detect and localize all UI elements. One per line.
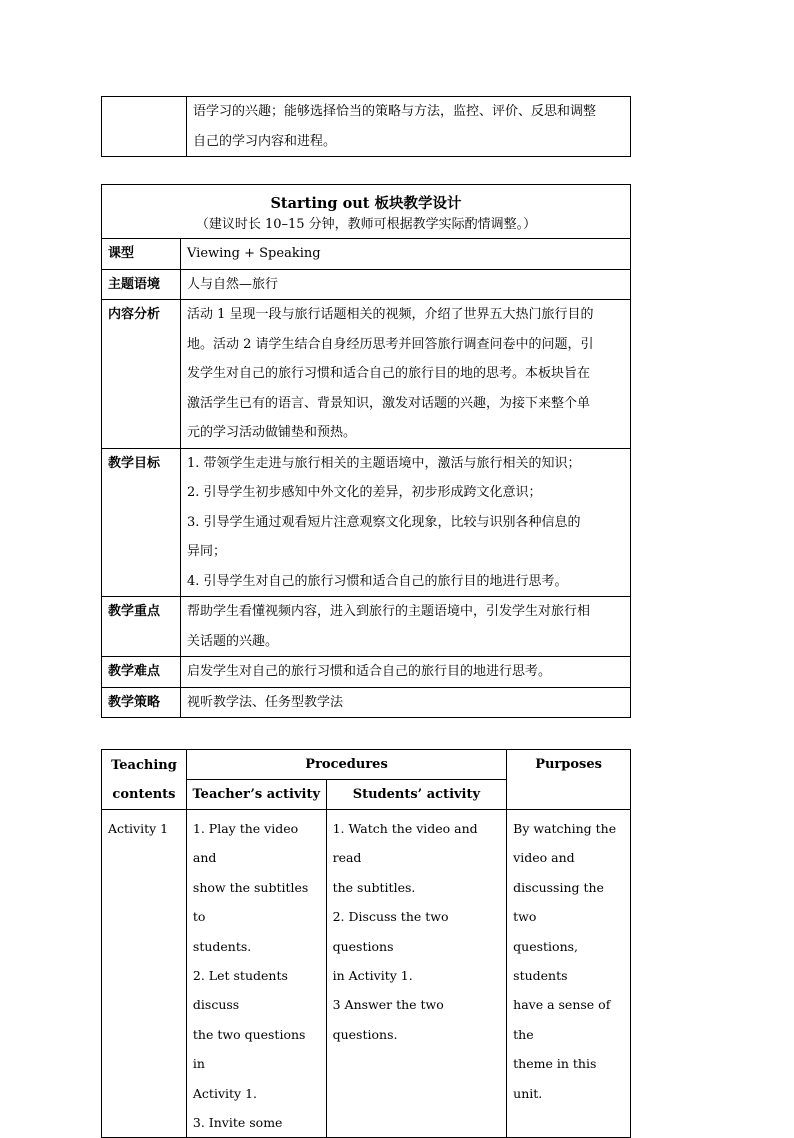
- activity-row: [102, 810, 631, 1138]
- row-label: 内容分析: [108, 307, 161, 322]
- teacher-activity-cell: 1. Play the video and show the subtitles to students. 2. Let students discuss the two questions in Activity 1. 3. Invite some: [186, 810, 326, 1138]
- header-teaching-contents: Teaching contents: [102, 750, 187, 810]
- row-text: 启发学生对自己的旅行习惯和适合自己的旅行目的地进行思考。: [187, 664, 552, 679]
- row-label: 教学重点: [108, 604, 161, 619]
- procedures-table: [101, 749, 631, 1138]
- continuation-text-cell: [187, 97, 631, 157]
- row-text: 发学生对自己的旅行习惯和适合自己的旅行目的地的思考。本板块旨在: [187, 366, 591, 381]
- lesson-design-table: [101, 184, 631, 718]
- row-label: 教学难点: [108, 664, 161, 679]
- row-text: 1. 带领学生走进与旅行相关的主题语境中，激活与旅行相关的知识；: [187, 455, 581, 471]
- row-text: 元的学习活动做铺垫和预热。: [187, 425, 357, 440]
- row-text: 人与自然—旅行: [187, 276, 279, 292]
- row-theme-context: [102, 269, 631, 300]
- row-text: 激活学生已有的语言、背景知识，激发对话题的兴趣，为接下来整个单: [187, 395, 591, 411]
- design-title-cell: [102, 185, 631, 239]
- row-text: 活动 1 呈现一段与旅行话题相关的视频，介绍了世界五大热门旅行目的: [187, 307, 594, 322]
- row-key-points: [102, 597, 631, 657]
- design-title-row: [102, 185, 631, 239]
- row-text: 2. 引导学生初步感知中外文化的差异，初步形成跨文化意识；: [187, 485, 542, 500]
- text-line: 语学习的兴趣；能够选择恰当的策略与方法，监控、评价、反思和调整: [193, 104, 597, 119]
- row-text: 关话题的兴趣。: [187, 633, 279, 649]
- continuation-row: [102, 97, 631, 157]
- row-text: 4. 引导学生对自己的旅行习惯和适合自己的旅行目的地进行思考。: [187, 573, 568, 589]
- row-text: Viewing + Speaking: [187, 246, 321, 261]
- row-label: 课型: [108, 246, 135, 261]
- students-activity-cell: 1. Watch the video and read the subtitles. 2. Discuss the two questions in Activity 1. 3 Answer the two questions.: [326, 810, 507, 1138]
- row-teaching-objectives: [102, 448, 631, 597]
- header-students-activity: Students’ activity: [326, 780, 507, 810]
- row-lesson-type: [102, 239, 631, 270]
- row-strategies: [102, 687, 631, 718]
- header-row: [102, 750, 631, 780]
- purposes-cell: By watching the video and discussing the two questions, students have a sense of the theme in this unit.: [507, 810, 631, 1138]
- text-line: 自己的学习内容和进程。: [193, 133, 337, 149]
- activity-content-cell: Activity 1: [102, 810, 187, 1138]
- row-text: 3. 引导学生通过观看短片注意观察文化现象，比较与识别各种信息的: [187, 514, 581, 530]
- row-label: 主题语境: [108, 276, 161, 292]
- design-subtitle: （建议时长 10–15 分钟，教师可根据教学实际酌情调整。）: [195, 217, 537, 232]
- row-label: 教学目标: [108, 455, 161, 471]
- row-text: 异同；: [187, 544, 227, 559]
- header-teacher-activity: Teacher’s activity: [186, 780, 326, 810]
- continuation-label-cell: [102, 97, 187, 157]
- row-text: 视听教学法、任务型教学法: [187, 694, 344, 710]
- continuation-table: [101, 96, 631, 157]
- header-procedures: Procedures: [186, 750, 506, 780]
- row-text: 地。活动 2 请学生结合自身经历思考并回答旅行调查问卷中的问题，引: [187, 336, 594, 352]
- row-difficulties: [102, 657, 631, 688]
- row-label: 教学策略: [108, 694, 161, 710]
- row-content-analysis: [102, 300, 631, 449]
- header-purposes: Purposes: [507, 750, 631, 810]
- row-text: 帮助学生看懂视频内容，进入到旅行的主题语境中，引发学生对旅行相: [187, 604, 591, 619]
- design-title: Starting out 板块教学设计: [270, 195, 462, 212]
